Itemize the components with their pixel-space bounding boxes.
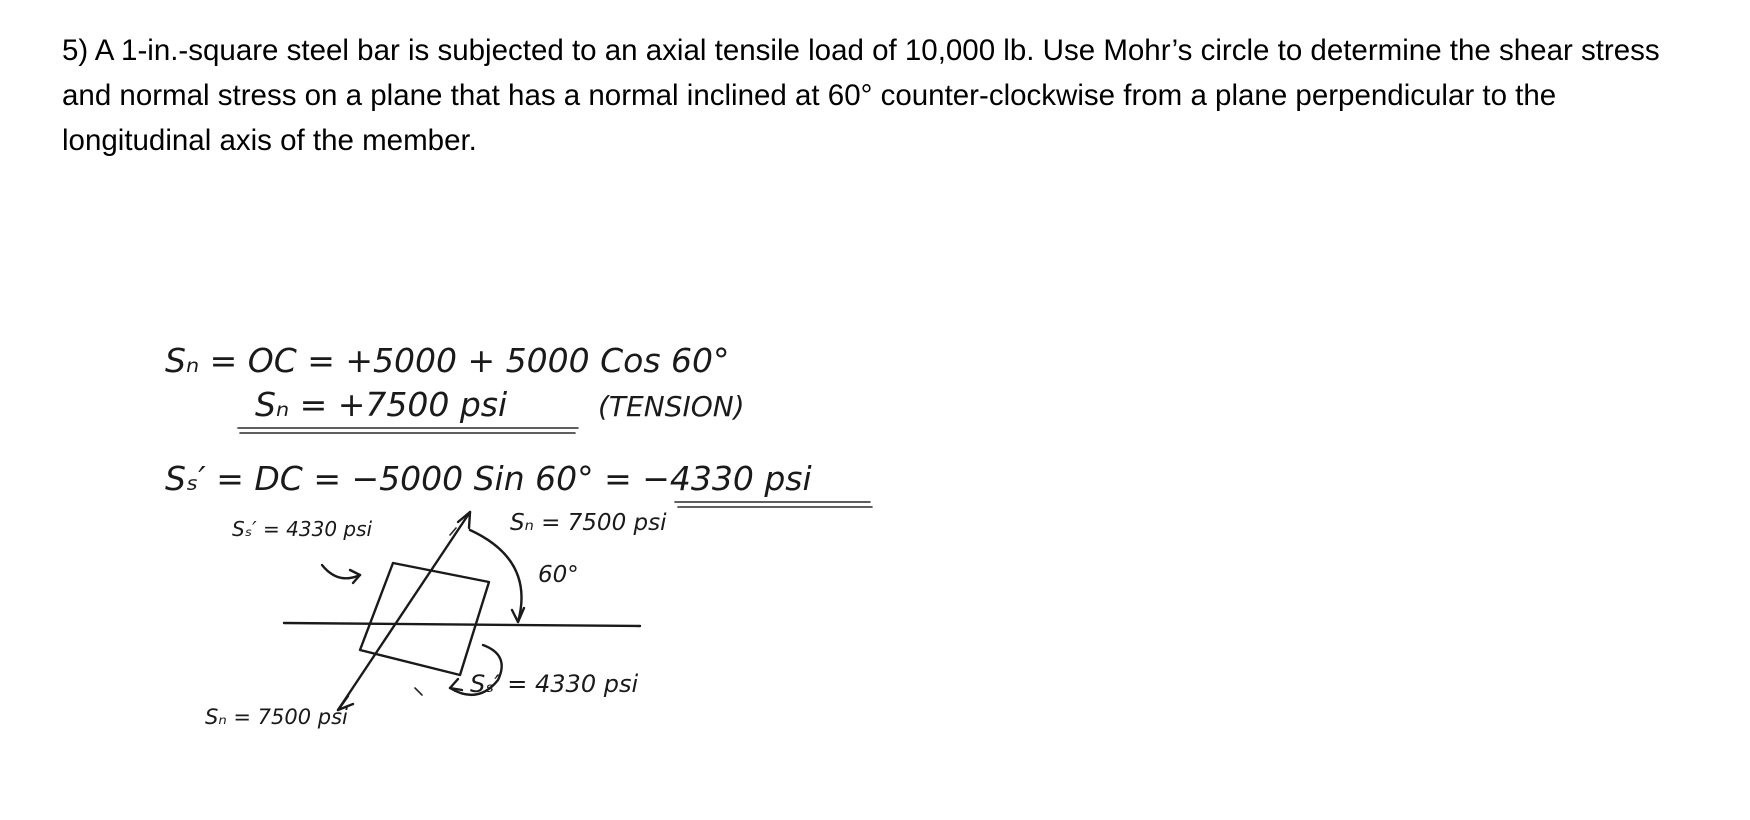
tension-note: (TENSION): [598, 390, 745, 423]
result-normal-stress: Sₙ = +7500 psi: [255, 385, 508, 424]
label-shear-stress-right: Sₛ′ = 4330 psi: [470, 670, 639, 698]
problem-statement: 5) A 1-in.-square steel bar is subjected to an axial tensile load of 10,000 lb. Use Mohr’s circle to determine the shear stress and normal stress on a plane that has a normal inclined at 60° counter-clockwise from a plane perpendicular to the longitudinal axis of the member.: [62, 34, 1660, 157]
label-angle: 60°: [538, 562, 579, 588]
label-shear-stress-left: Sₛ′ = 4330 psi: [232, 517, 373, 541]
arrowhead-normal-bottom: [338, 696, 353, 710]
arrowhead-shear-bottom-right: [450, 679, 462, 690]
label-normal-stress-top: Sₙ = 7500 psi: [510, 510, 667, 536]
normal-stress-axis: [338, 512, 470, 710]
equation-normal-stress: Sₙ = OC = +5000 + 5000 Cos 60°: [165, 341, 730, 380]
equation-shear-stress: Sₛ′ = DC = −5000 Sin 60° = −4330 psi: [165, 459, 812, 498]
arrowhead-angle-arc: [512, 608, 524, 622]
horizontal-reference-line: [284, 623, 640, 626]
tick-mark-bottom: [415, 688, 422, 695]
angle-arc-60: [470, 530, 522, 622]
label-normal-stress-bottom: Sₙ = 7500 psi: [205, 705, 348, 729]
